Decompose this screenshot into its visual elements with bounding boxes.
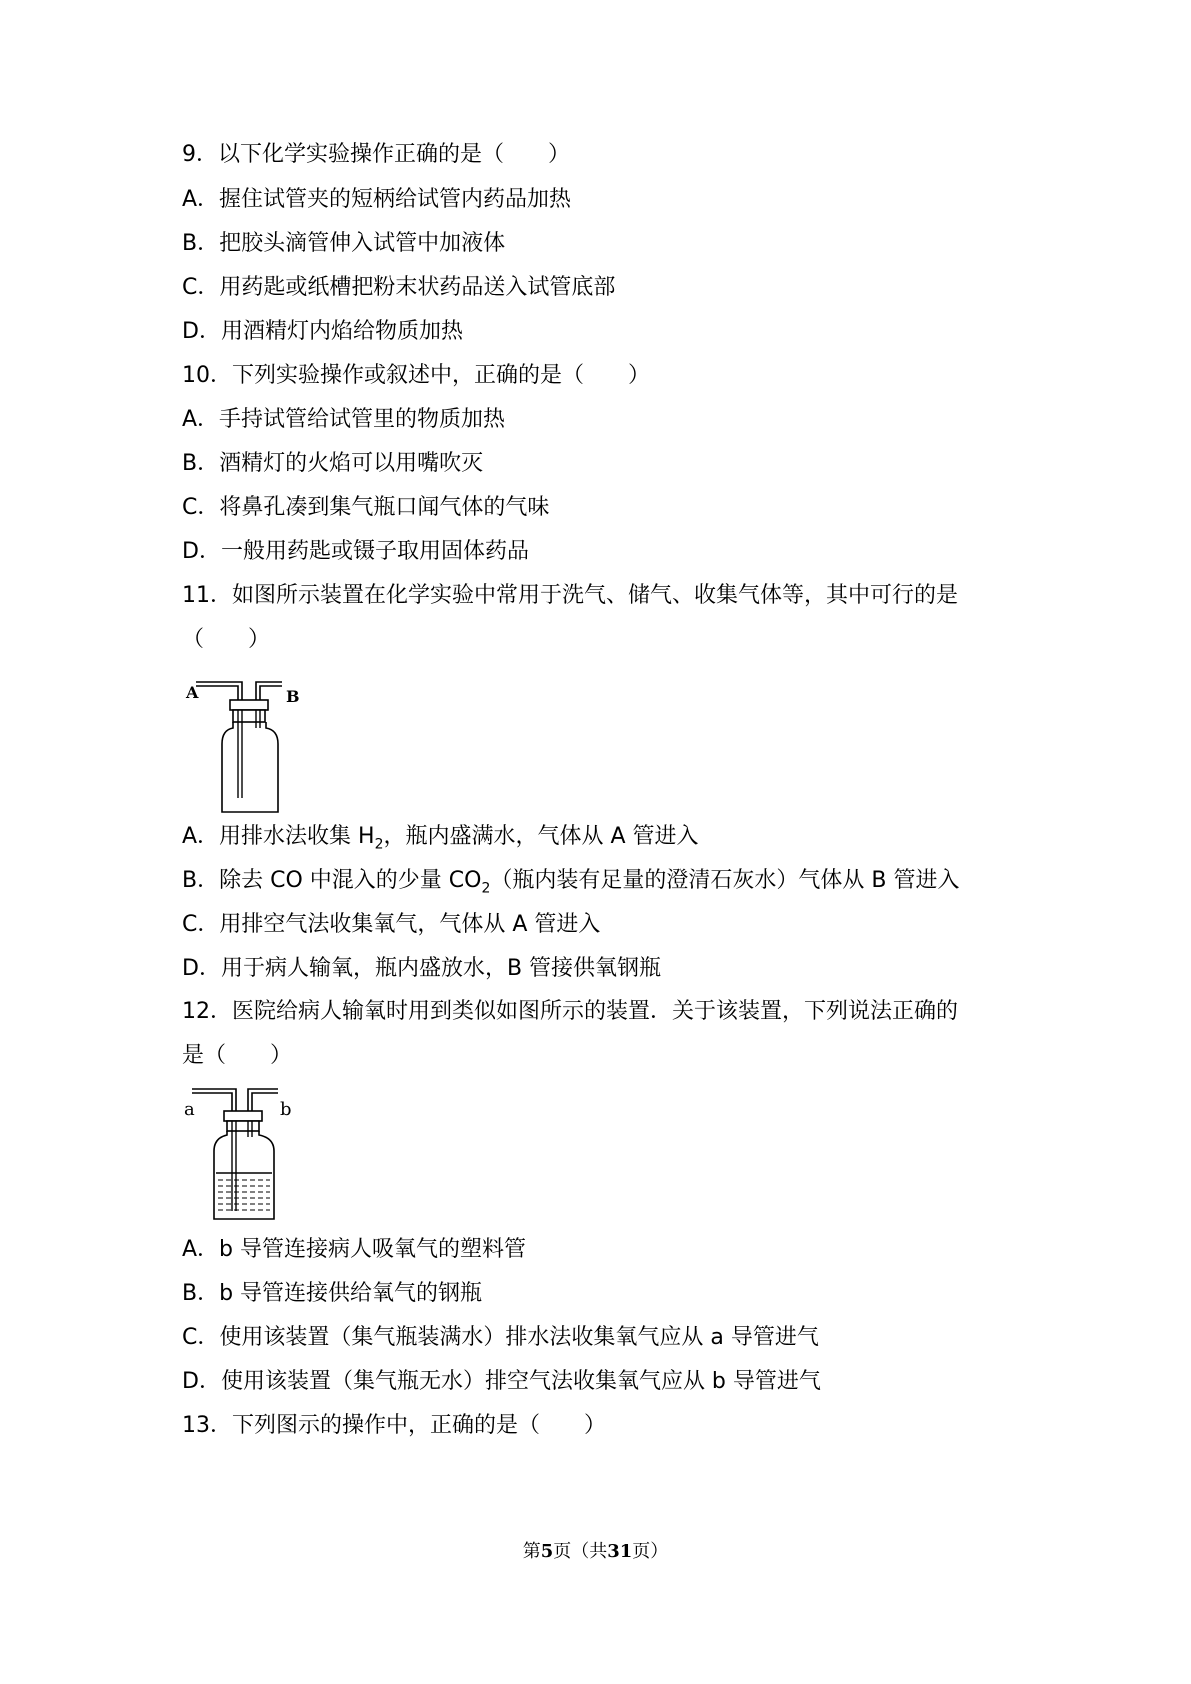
question-9-option-a: A．握住试管夹的短柄给试管内药品加热 — [182, 187, 572, 212]
figure-label-b-lower: b — [280, 1099, 292, 1120]
question-12-option-c: C．使用该装置（集气瓶装满水）排水法收集氧气应从 a 导管进气 — [182, 1325, 819, 1350]
question-11-option-c: C．用排空气法收集氧气，气体从 A 管进入 — [182, 912, 601, 937]
question-9-option-d: D．用酒精灯内焰给物质加热 — [182, 319, 463, 344]
question-12-option-a: A．b 导管连接病人吸氧气的塑料管 — [182, 1237, 527, 1262]
gas-washing-bottle-water-figure — [182, 1085, 312, 1225]
page-footer: 第5页（共31页） — [522, 1541, 669, 1562]
question-10-stem: 10．下列实验操作或叙述中，正确的是（ ） — [182, 363, 650, 388]
figure-label-a: A — [186, 683, 199, 702]
question-12-stem-line2: 是（ ） — [182, 1043, 293, 1068]
figure-label-a-lower: a — [184, 1099, 195, 1120]
figure-label-b: B — [286, 687, 300, 706]
question-12-option-d: D．使用该装置（集气瓶无水）排空气法收集氧气应从 b 导管进气 — [182, 1369, 821, 1394]
question-12-stem-line1: 12．医院给病人输氧时用到类似如图所示的装置．关于该装置，下列说法正确的 — [182, 999, 958, 1024]
question-11-stem-line2: （ ） — [182, 627, 271, 652]
question-13-stem: 13．下列图示的操作中，正确的是（ ） — [182, 1413, 606, 1438]
question-10-option-b: B．酒精灯的火焰可以用嘴吹灭 — [182, 451, 484, 476]
question-9-option-c: C．用药匙或纸槽把粉末状药品送入试管底部 — [182, 275, 616, 300]
question-11-option-b: B．除去 CO 中混入的少量 $CO_2$（瓶内装有足量的澄清石灰水）气体从 B 管进入 — [182, 868, 960, 897]
question-10-option-d: D．一般用药匙或镊子取用固体药品 — [182, 539, 529, 564]
question-11-option-d: D．用于病人输氧，瓶内盛放水，B 管接供氧钢瓶 — [182, 956, 662, 981]
question-10-option-a: A．手持试管给试管里的物质加热 — [182, 407, 506, 432]
question-9-stem: 9．以下化学实验操作正确的是（ ） — [182, 142, 570, 167]
question-10-option-c: C．将鼻孔凑到集气瓶口闻气体的气味 — [182, 495, 550, 520]
question-11-stem-line1: 11．如图所示装置在化学实验中常用于洗气、储气、收集气体等，其中可行的是 — [182, 583, 958, 608]
question-9-option-b: B．把胶头滴管伸入试管中加液体 — [182, 231, 506, 256]
question-12-option-b: B．b 导管连接供给氧气的钢瓶 — [182, 1281, 483, 1306]
gas-washing-bottle-empty-figure — [182, 668, 322, 818]
question-11-option-a: A．用排水法收集 $H_2$，瓶内盛满水，气体从 A 管进入 — [182, 824, 699, 853]
